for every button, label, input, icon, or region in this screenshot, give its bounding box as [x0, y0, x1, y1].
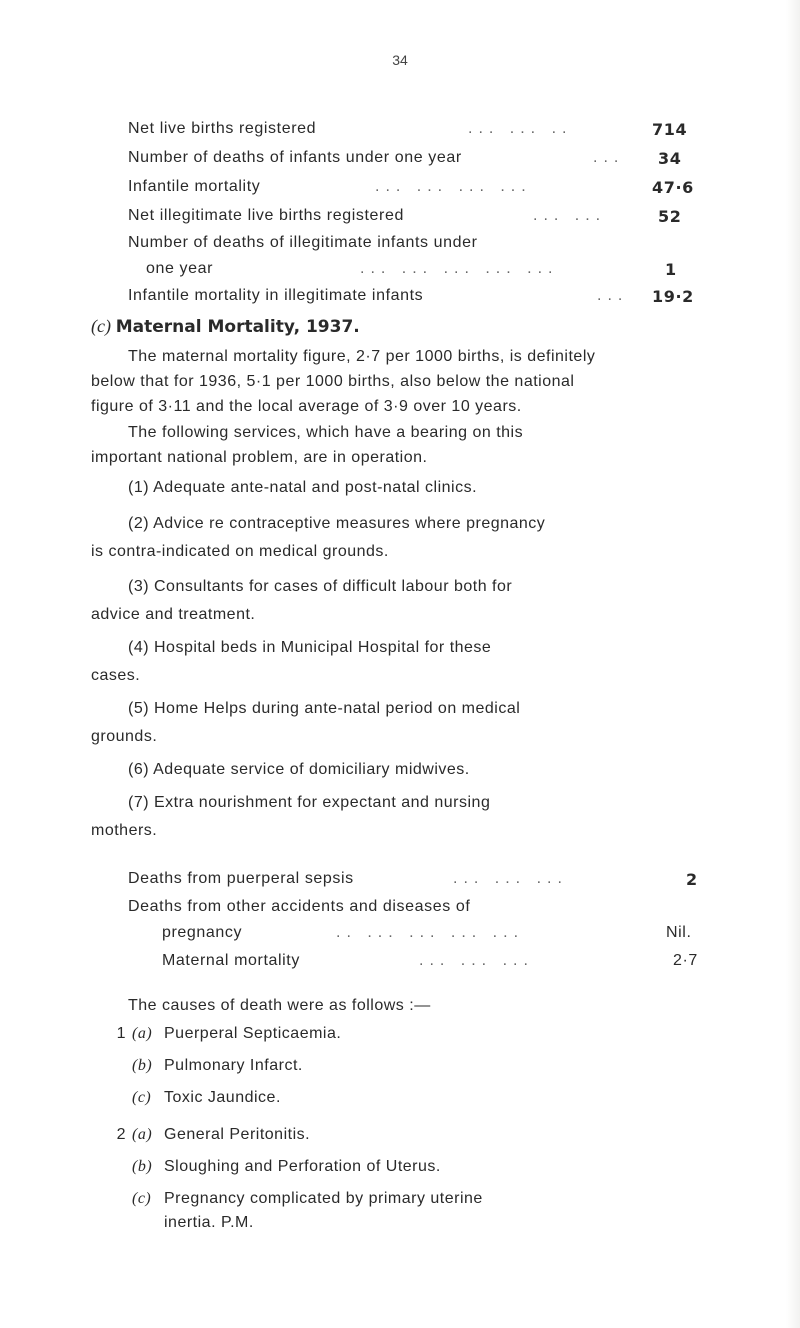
paragraph-line: The following services, which have a bearing on this: [128, 424, 524, 441]
stat-value: 1: [665, 260, 677, 279]
page-edge-shadow: [786, 0, 800, 1328]
cause-sub: (a): [132, 1025, 153, 1042]
paragraph-services-intro: [91, 420, 731, 470]
paragraph-maternal-figure: [91, 344, 731, 419]
stat-leaders: ...: [593, 149, 625, 166]
cause-text: Pregnancy complicated by primary uterine: [164, 1190, 483, 1207]
causes-intro: [128, 993, 728, 1018]
cause-sub: (c): [132, 1190, 152, 1207]
death-label-continued: pregnancy: [162, 924, 243, 941]
death-leaders: ... ... ...: [419, 952, 534, 969]
section-title: Maternal Mortality, 1937.: [115, 317, 360, 337]
service-line: (6) Adequate service of domiciliary midwives.: [128, 761, 470, 778]
service-line: (4) Hospital beds in Municipal Hospital for these: [128, 639, 492, 656]
death-label: Deaths from puerperal sepsis: [128, 870, 354, 887]
service-line: cases.: [91, 667, 141, 684]
page-number: 34: [392, 52, 408, 68]
service-item: [91, 634, 731, 690]
paragraph-line: The maternal mortality figure, 2·7 per 1000 births, is definitely: [128, 348, 596, 365]
death-value: 2: [686, 870, 698, 889]
stat-label: Infantile mortality in illegitimate infants: [128, 287, 424, 304]
service-item: [91, 510, 731, 566]
cause-text-continued: inertia. P.M.: [164, 1214, 254, 1231]
stat-label: Net illegitimate live births registered: [128, 207, 404, 224]
paragraph-line: below that for 1936, 5·1 per 1000 births, also below the national: [91, 373, 575, 390]
section-letter: (c): [91, 316, 111, 336]
death-leaders: .. ... ... ... ...: [336, 924, 525, 941]
cause-sub: (b): [132, 1057, 153, 1074]
cause-text: Sloughing and Perforation of Uterus.: [164, 1158, 441, 1175]
service-item: [91, 474, 731, 502]
stat-leaders: ...: [597, 287, 629, 304]
stat-leaders: ... ... ... ... ...: [360, 260, 559, 277]
stat-label: Net live births registered: [128, 120, 317, 137]
stat-value: 19·2: [652, 287, 694, 306]
death-label: Maternal mortality: [162, 952, 300, 969]
service-line: is contra-indicated on medical grounds.: [91, 543, 389, 560]
paragraph-line: important national problem, are in operation.: [91, 449, 428, 466]
cause-sub: (c): [132, 1089, 152, 1106]
causes-intro-text: The causes of death were as follows :—: [128, 997, 431, 1014]
paragraph-line: figure of 3·11 and the local average of 3·9 over 10 years.: [91, 398, 522, 415]
service-item: [91, 695, 731, 751]
service-line: (2) Advice re contraceptive measures where pregnancy: [128, 515, 546, 532]
service-line: mothers.: [91, 822, 158, 839]
death-label: Deaths from other accidents and diseases of: [128, 898, 471, 915]
cause-sub: (b): [132, 1158, 153, 1175]
service-line: advice and treatment.: [91, 606, 256, 623]
service-line: (1) Adequate ante-natal and post-natal clinics.: [128, 479, 478, 496]
death-value: 2·7: [673, 952, 698, 969]
service-line: (7) Extra nourishment for expectant and nursing: [128, 794, 491, 811]
service-item: [91, 756, 731, 784]
stat-leaders: ... ... ... ...: [375, 178, 532, 195]
stat-label: Number of deaths of illegitimate infants under: [128, 234, 478, 251]
stat-value: 52: [658, 207, 682, 226]
stat-value: 34: [658, 149, 682, 168]
service-line: (5) Home Helps during ante-natal period on medical: [128, 700, 521, 717]
stat-label-continued: one year: [146, 260, 214, 277]
cause-group: 2: [116, 1126, 126, 1143]
stat-leaders: ... ...: [533, 207, 607, 224]
service-line: grounds.: [91, 728, 158, 745]
service-item: [91, 573, 731, 629]
stat-leaders: ... ... ..: [468, 120, 573, 137]
service-line: (3) Consultants for cases of difficult labour both for: [128, 578, 513, 595]
cause-text: Toxic Jaundice.: [164, 1089, 281, 1106]
service-item: [91, 789, 731, 845]
cause-text: General Peritonitis.: [164, 1126, 311, 1143]
death-value: Nil.: [666, 924, 692, 941]
stat-label: Infantile mortality: [128, 178, 261, 195]
stat-label: Number of deaths of infants under one year: [128, 149, 462, 166]
cause-text: Pulmonary Infarct.: [164, 1057, 303, 1074]
death-leaders: ... ... ...: [453, 870, 568, 887]
cause-group: 1: [116, 1025, 126, 1042]
stat-value: 47·6: [652, 178, 694, 197]
cause-text: Puerperal Septicaemia.: [164, 1025, 342, 1042]
stat-value: 714: [652, 120, 688, 139]
cause-sub: (a): [132, 1126, 153, 1143]
section-heading: [91, 316, 360, 337]
